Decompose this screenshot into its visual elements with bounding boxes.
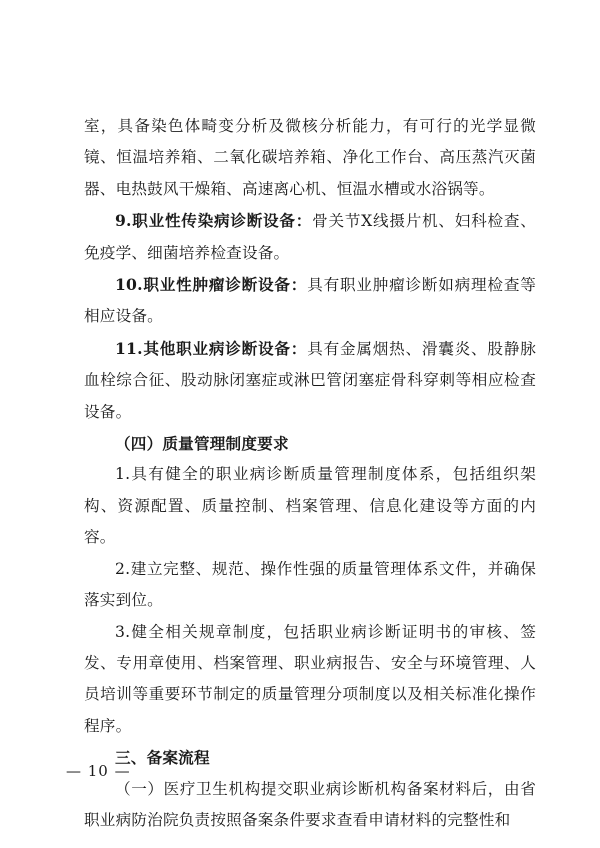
item-text: 具有金属烟热、滑囊炎、股静脉血栓综合征、股动脉闭塞症或淋巴管闭塞症骨科穿刺等相应检查设备。 <box>84 339 536 421</box>
document-body <box>84 111 536 836</box>
heading-quality-management: （四）质量管理制度要求 <box>115 434 289 454</box>
page-number: — 10 — <box>66 762 131 780</box>
paragraph-tumor-equipment <box>84 269 536 333</box>
paragraph-other-equipment <box>84 333 536 428</box>
paragraph-lab-equipment: 室，具备染色体畸变分析及微核分析能力，有可行的光学显微镜、恒温培养箱、二氧化碳培养箱、净化工作台、高压蒸汽灭菌器、电热鼓风干燥箱、高速离心机、恒温水槽或水浴锅等。 <box>84 117 536 198</box>
item-label: 11.其他职业病诊断设备： <box>115 338 308 358</box>
paragraph-quality-2: 2.建立完整、规范、操作性强的质量管理体系文件，并确保落实到位。 <box>84 559 536 610</box>
paragraph-process-1: （一）医疗卫生机构提交职业病诊断机构备案材料后，由省职业病防治院负责按照备案条件要求查看申请材料的完整性和 <box>84 779 536 829</box>
item-text: 具有职业肿瘤诊断如病理检查等相应设备。 <box>84 276 536 326</box>
item-label: 10.职业性肿瘤诊断设备： <box>115 275 308 295</box>
paragraph-quality-1: 1.具有健全的职业病诊断质量管理制度体系，包括组织架构、资源配置、质量控制、档案管理、信息化建设等方面的内容。 <box>84 465 536 547</box>
item-label: 9.职业性传染病诊断设备： <box>115 211 313 231</box>
paragraph-infectious-disease-equipment <box>84 205 536 269</box>
item-text: 骨关节X线摄片机、妇科检查、免疫学、细菌培养检查设备。 <box>84 212 536 262</box>
heading-filing-process: 三、备案流程 <box>115 748 210 768</box>
paragraph-quality-3: 3.健全相关规章制度，包括职业病诊断证明书的审核、签发、专用章使用、档案管理、职业病报告、安全与环境管理、人员培训等重要环节制定的质量管理分项制度以及相关标准化操作程序。 <box>84 622 536 735</box>
